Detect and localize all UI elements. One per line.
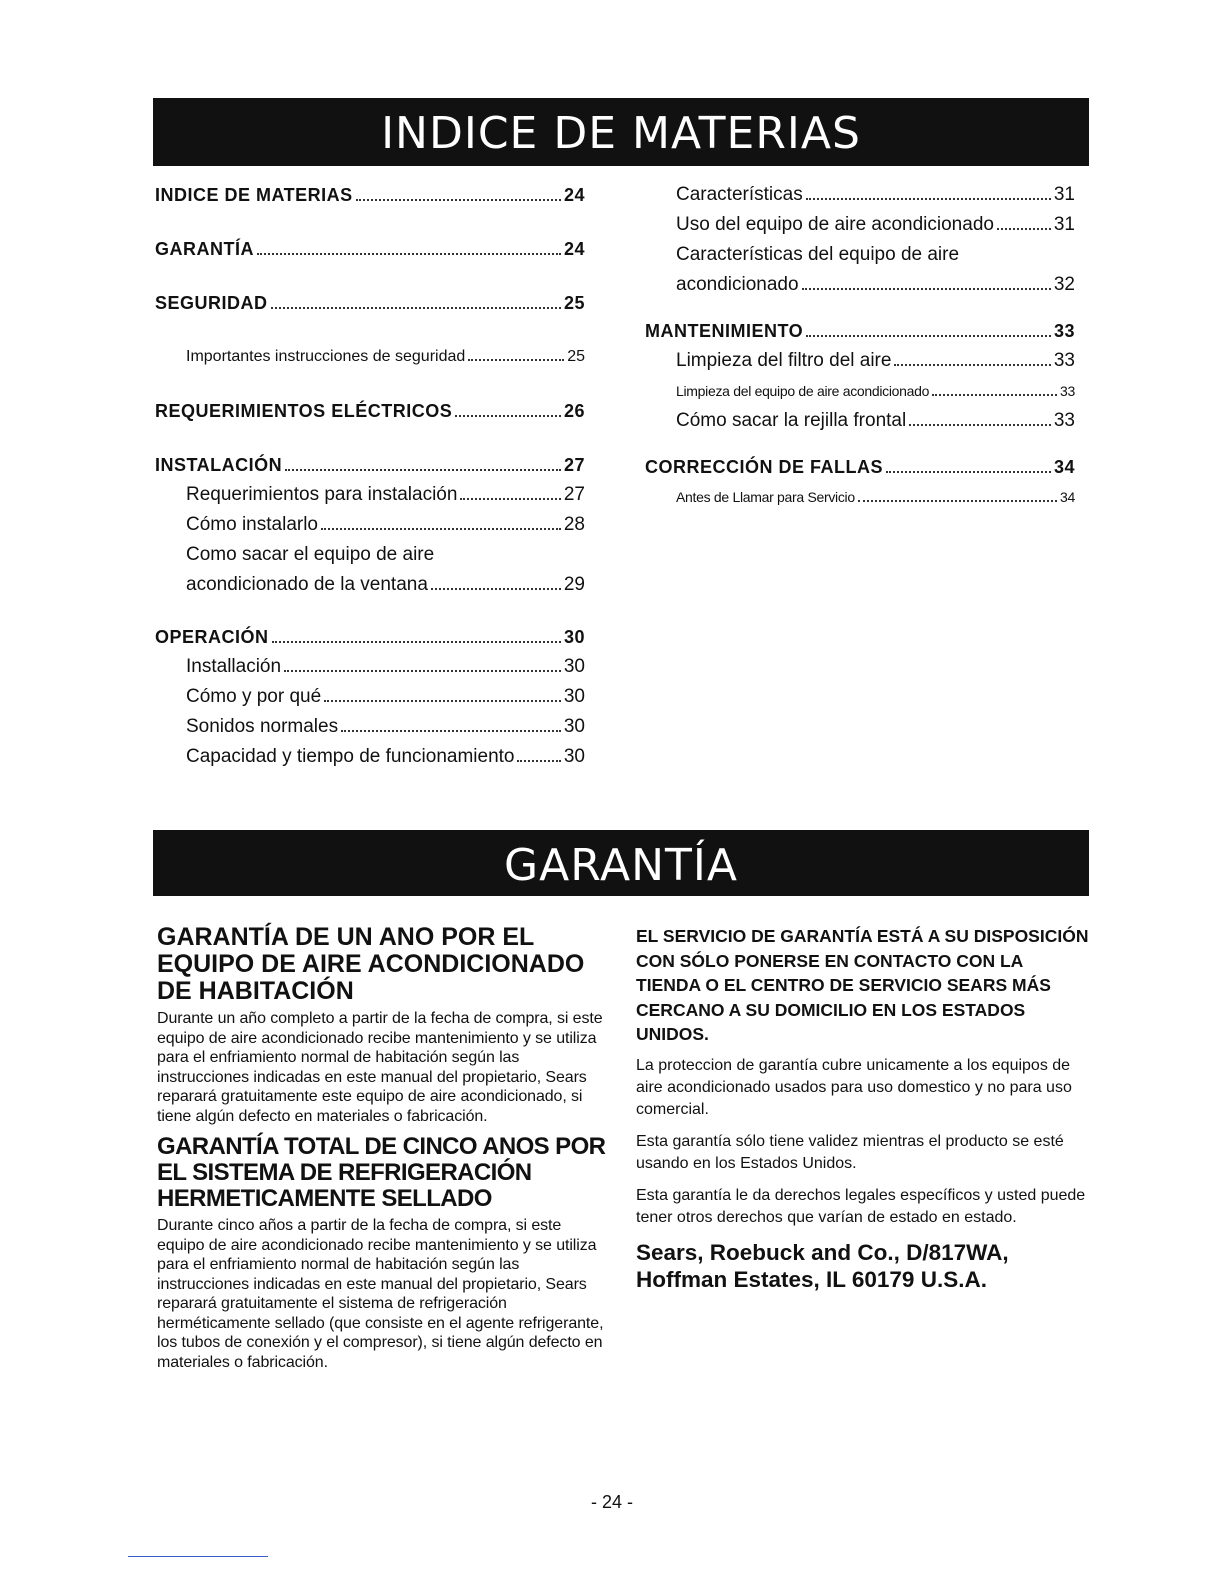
toc-entry[interactable] <box>645 346 1075 376</box>
sears-address-line2: Hoffman Estates, IL 60179 U.S.A. <box>636 1266 987 1292</box>
toc-entry-title[interactable]: Como sacar el equipo de aire <box>186 544 435 565</box>
toc-entry[interactable] <box>155 342 585 372</box>
toc-leader-dots <box>341 730 561 732</box>
one-year-warranty-text: Durante un año completo a partir de la fecha de compra, si este equipo de aire acondicionado recibe mantenimiento y se utiliza para el enfriamiento normal de habitación según las instrucciones indicadas en este manual del propietario, Sears reparará gratuitamente este equipo de aire acondicionado, si tiene algún defecto en materiales o fabricación. <box>157 1010 603 1125</box>
toc-right-column <box>645 180 1075 512</box>
toc-entry-title: CORRECCIÓN DE FALLAS <box>645 457 884 477</box>
toc-entry-title: REQUERIMIENTOS ELÉCTRICOS <box>155 401 453 421</box>
warranty-coverage-text: La proteccion de garantía cubre unicamente a los equipos de aire acondicionado usados para uso domestico y no para uso comercial. <box>636 1056 1072 1118</box>
toc-entry[interactable] <box>155 712 585 742</box>
toc-entry[interactable] <box>645 406 1075 436</box>
footer-rule <box>128 1556 268 1557</box>
toc-entry-title: acondicionado de la ventana <box>186 574 428 595</box>
toc-entry[interactable] <box>645 452 1075 482</box>
toc-entry[interactable] <box>645 376 1075 406</box>
toc-leader-dots <box>272 641 561 643</box>
toc-entry-title: Importantes instrucciones de seguridad <box>186 348 466 365</box>
warranty-banner <box>153 830 1089 896</box>
warranty-validity-text: Esta garantía sólo tiene validez mientras el producto se esté usando en los Estados Unidos. <box>636 1132 1064 1172</box>
toc-entry-title: Limpieza del filtro del aire <box>676 350 892 371</box>
toc-leader-dots <box>460 498 560 500</box>
toc-leader-dots <box>468 359 564 361</box>
toc-entry[interactable] <box>155 652 585 682</box>
toc-entry-page: 26 <box>563 401 585 421</box>
toc-entry[interactable] <box>155 682 585 712</box>
toc-entry[interactable] <box>645 180 1075 210</box>
toc-entry-page: 27 <box>563 484 585 505</box>
toc-entry-title: Características <box>676 184 803 205</box>
toc-entry-title: SEGURIDAD <box>155 293 268 313</box>
toc-entry-page: 28 <box>563 514 585 535</box>
warranty-service-heading: EL SERVICIO DE GARANTÍA ESTÁ A SU DISPOSICIÓN CON SÓLO PONERSE EN CONTACTO CON LA TIENDA O EL CENTRO DE SERVICIO SEARS MÁS CERCANO A SU DOMICILIO EN LOS ESTADOS UNIDOS. <box>636 926 1089 1044</box>
toc-leader-dots <box>356 199 561 201</box>
toc-entry-page: 24 <box>563 239 585 259</box>
toc-leader-dots <box>285 469 561 471</box>
toc-entry-page: 34 <box>1053 457 1075 477</box>
toc-entry-page: 33 <box>1053 410 1075 431</box>
toc-leader-dots <box>886 471 1051 473</box>
toc-entry-title: Cómo instalarlo <box>186 514 318 535</box>
toc-entry[interactable] <box>155 510 585 540</box>
toc-entry-title: Cómo sacar la rejilla frontal <box>676 410 907 431</box>
toc-leader-dots <box>806 198 1051 200</box>
warranty-banner-title: GARANTÍA <box>504 840 738 891</box>
toc-entry[interactable] <box>155 180 585 210</box>
toc-entry[interactable] <box>155 742 585 772</box>
toc-leader-dots <box>909 424 1051 426</box>
toc-entry-page: 24 <box>563 185 585 205</box>
toc-entry[interactable] <box>645 316 1075 346</box>
toc-entry[interactable] <box>645 210 1075 240</box>
toc-entry[interactable] <box>645 482 1075 512</box>
toc-leader-dots <box>324 700 561 702</box>
toc-entry-page: 30 <box>563 686 585 707</box>
toc-entry-title: Installación <box>186 656 282 677</box>
toc-entry-page: 34 <box>1060 489 1075 505</box>
toc-entry-page: 30 <box>563 716 585 737</box>
toc-entry-title: Antes de Llamar para Servicio <box>676 489 855 505</box>
toc-entry-title: Limpieza del equipo de aire acondicionado <box>676 383 930 399</box>
toc-entry-page: 31 <box>1053 214 1075 235</box>
toc-entry-page: 33 <box>1060 383 1075 399</box>
toc-entry[interactable] <box>155 570 585 600</box>
page-number: - 24 - <box>590 1492 633 1512</box>
toc-entry[interactable] <box>155 480 585 510</box>
toc-banner-title: INDICE DE MATERIAS <box>381 108 861 159</box>
toc-entry-title: Cómo y por qué <box>186 686 322 707</box>
toc-entry-title: Uso del equipo de aire acondicionado <box>676 214 994 235</box>
toc-entry-title: OPERACIÓN <box>155 627 269 647</box>
toc-leader-dots <box>271 307 561 309</box>
toc-leader-dots <box>284 670 561 672</box>
toc-entry-page: 33 <box>1053 350 1075 371</box>
toc-entry[interactable] <box>155 288 585 318</box>
toc-entry-title: INSTALACIÓN <box>155 455 283 475</box>
toc-leader-dots <box>802 288 1051 290</box>
toc-entry-page: 25 <box>567 348 585 365</box>
toc-entry-title: Capacidad y tiempo de funcionamiento <box>186 746 515 767</box>
toc-entry-page: 30 <box>563 627 585 647</box>
toc-entry[interactable] <box>155 396 585 426</box>
toc-left-column <box>155 180 585 772</box>
toc-leader-dots <box>321 528 561 530</box>
five-year-warranty-heading: GARANTÍA TOTAL DE CINCO ANOS POR EL SISTEMA DE REFRIGERACIÓN HERMETICAMENTE SELLADO <box>157 1133 606 1212</box>
warranty-rights-text: Esta garantía le da derechos legales específicos y usted puede tener otros derechos que varían de estado en estado. <box>636 1186 1086 1226</box>
toc-entry-page: 29 <box>563 574 585 595</box>
toc-entry-title: MANTENIMIENTO <box>645 321 804 341</box>
toc-leader-dots <box>455 415 561 417</box>
toc-entry-title: Sonidos normales <box>186 716 339 737</box>
toc-entry-page: 25 <box>563 293 585 313</box>
toc-leader-dots <box>517 760 560 762</box>
toc-entry-title[interactable]: Características del equipo de aire <box>676 244 960 265</box>
toc-entry[interactable] <box>155 234 585 264</box>
toc-leader-dots <box>257 253 561 255</box>
warranty-left-column <box>157 924 612 1380</box>
toc-entry-title: INDICE DE MATERIAS <box>155 185 353 205</box>
toc-leader-dots <box>431 588 561 590</box>
sears-address-line1: Sears, Roebuck and Co., D/817WA, <box>636 1239 1009 1265</box>
toc-leader-dots <box>858 500 1057 502</box>
toc-entry-page: 32 <box>1053 274 1075 295</box>
toc-entry-title: acondicionado <box>676 274 799 295</box>
toc-entry-page: 31 <box>1053 184 1075 205</box>
toc-entry-page: 30 <box>563 746 585 767</box>
toc-leader-dots <box>932 394 1057 396</box>
sears-address <box>636 1239 1091 1293</box>
warranty-right-column <box>636 924 1091 1293</box>
toc-leader-dots <box>997 228 1051 230</box>
toc-entry-page: 33 <box>1053 321 1075 341</box>
toc-entry[interactable] <box>155 622 585 652</box>
toc-entry-page: 27 <box>563 455 585 475</box>
toc-entry-title: GARANTÍA <box>155 239 254 259</box>
five-year-warranty-text: Durante cinco años a partir de la fecha de compra, si este equipo de aire acondicionado recibe mantenimiento y se utiliza para el enfriamiento normal de habitación según las instrucciones indicadas en este manual del propietario, Sears reparará gratuitamente el sistema de refrigeración herméticamente sellado (que consiste en el agente refrigerante, los tubos de conexión y el compresor), si tiene algún defecto en materiales o fabricación. <box>157 1217 604 1371</box>
toc-banner <box>153 98 1089 166</box>
one-year-warranty-heading: GARANTÍA DE UN ANO POR EL EQUIPO DE AIRE ACONDICIONADO DE HABITACIÓN <box>157 923 585 1005</box>
toc-entry-title: Requerimientos para instalación <box>186 484 458 505</box>
toc-entry[interactable] <box>645 270 1075 300</box>
toc-leader-dots <box>806 335 1051 337</box>
toc-entry-page: 30 <box>563 656 585 677</box>
toc-leader-dots <box>894 364 1050 366</box>
toc-entry[interactable] <box>155 450 585 480</box>
